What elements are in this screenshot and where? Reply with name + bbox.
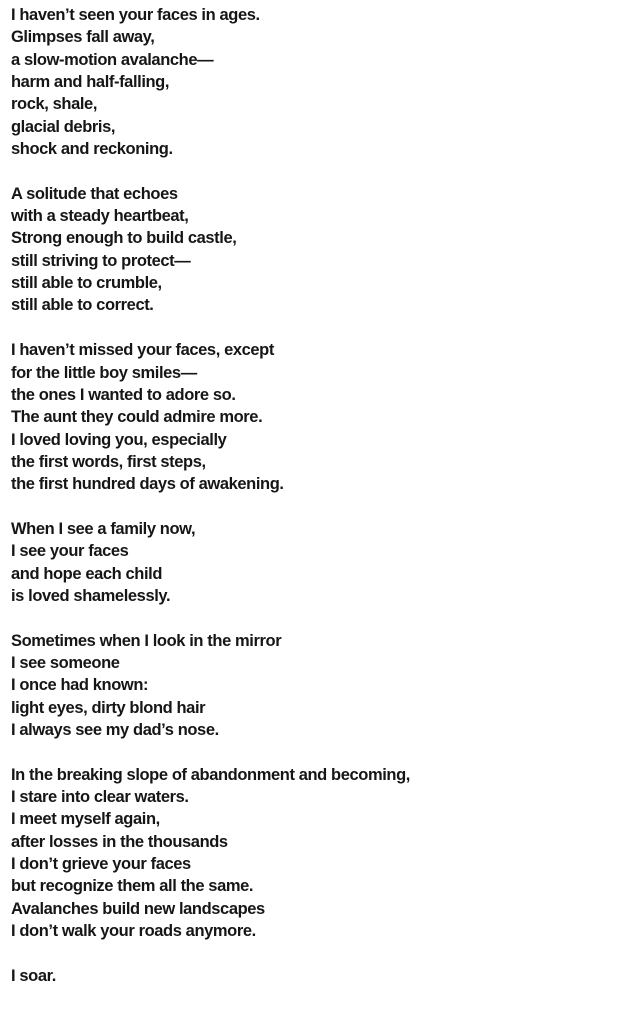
poem-line: with a steady heartbeat, (11, 207, 189, 226)
poem-line: I don’t walk your roads anymore. (11, 922, 256, 941)
poem-line: I haven’t seen your faces in ages. (11, 6, 260, 24)
poem-line: When I see a family now, (11, 519, 196, 538)
poem-line: Strong enough to build castle, (11, 229, 237, 248)
poem-line: and hope each child (11, 564, 163, 583)
stanza (11, 4, 608, 160)
poem-line: I once had known: (11, 676, 149, 695)
poem-line: but recognize them all the same. (11, 877, 254, 896)
poem-line: A solitude that echoes (11, 184, 178, 203)
poem-line: the first hundred days of awakening. (11, 475, 284, 494)
poem-line: is loved shamelessly. (11, 586, 171, 605)
poem-line: Sometimes when I look in the mirror (11, 631, 282, 650)
poem-line: glacial debris, (11, 117, 116, 136)
poem-line: for the little boy smiles— (11, 363, 197, 382)
poem-line: still striving to protect— (11, 251, 191, 270)
poem-line: I see your faces (11, 542, 129, 561)
poem-line: I haven’t missed your faces, except (11, 341, 274, 360)
poem-line: the first words, first steps, (11, 452, 206, 471)
stanza (11, 764, 608, 943)
poem-line: shock and reckoning. (11, 140, 173, 159)
poem-line: The aunt they could admire more. (11, 408, 263, 427)
poem-line: Avalanches build new landscapes (11, 899, 265, 918)
poem-line: I loved loving you, especially (11, 430, 227, 449)
poem-line: I soar. (11, 966, 56, 985)
stanza (11, 183, 608, 317)
stanza (11, 965, 608, 987)
poem-body (11, 4, 608, 987)
poem-line: I don’t grieve your faces (11, 855, 191, 874)
stanza (11, 339, 608, 495)
stanza (11, 518, 608, 607)
poem-line: a slow-motion avalanche— (11, 50, 214, 69)
poem-line: Glimpses fall away, (11, 28, 155, 47)
poem-line: I meet myself again, (11, 810, 160, 829)
poem-line: harm and half-falling, (11, 73, 170, 92)
poem-line: light eyes, dirty blond hair (11, 698, 206, 717)
poem-line: I always see my dad’s nose. (11, 721, 219, 739)
poem-line: still able to crumble, (11, 274, 162, 293)
poem-line: In the breaking slope of abandonment and becoming, (11, 765, 410, 784)
poem-line: I see someone (11, 653, 120, 672)
poem-line: I stare into clear waters. (11, 788, 189, 807)
poem-line: still able to correct. (11, 296, 154, 315)
poem-line: rock, shale, (11, 95, 97, 114)
stanza (11, 630, 608, 742)
poem-line: after losses in the thousands (11, 832, 228, 851)
poem-line: the ones I wanted to adore so. (11, 385, 236, 404)
